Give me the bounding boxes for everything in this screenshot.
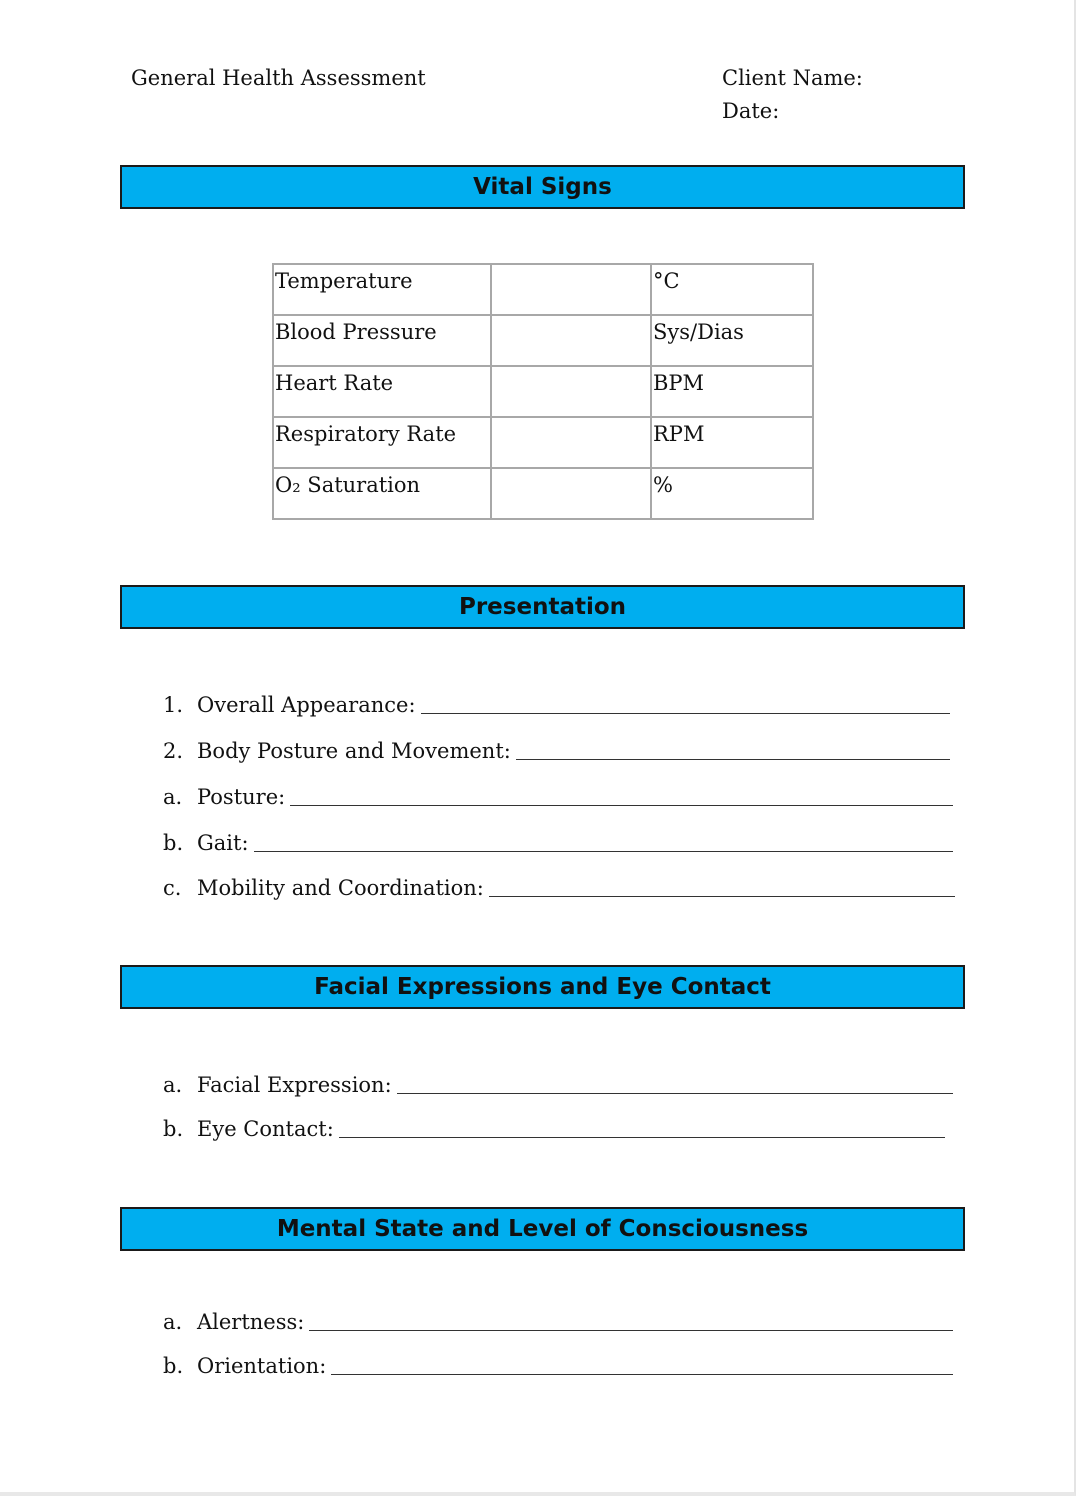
- answer-line[interactable]: [309, 1330, 953, 1331]
- vital-unit: Sys/Dias: [651, 315, 813, 366]
- item-marker: b.: [163, 831, 184, 855]
- vital-label: Respiratory Rate: [273, 417, 491, 468]
- answer-line[interactable]: [331, 1374, 953, 1375]
- date-label: Date:: [722, 99, 780, 123]
- section-header-mental-state: Mental State and Level of Consciousness: [120, 1207, 965, 1251]
- document-title: General Health Assessment: [131, 66, 426, 90]
- vital-label: Heart Rate: [273, 366, 491, 417]
- table-row: [273, 417, 813, 468]
- section-header-facial-expressions: Facial Expressions and Eye Contact: [120, 965, 965, 1009]
- section-header-presentation: Presentation: [120, 585, 965, 629]
- form-item: [163, 1309, 953, 1335]
- vital-unit: BPM: [651, 366, 813, 417]
- item-label: Overall Appearance:: [197, 693, 416, 717]
- item-label: Eye Contact:: [197, 1117, 334, 1141]
- vital-unit: %: [651, 468, 813, 519]
- answer-line[interactable]: [421, 713, 950, 714]
- form-item: [163, 738, 950, 764]
- section-header-vital-signs: Vital Signs: [120, 165, 965, 209]
- item-label: Orientation:: [197, 1354, 327, 1378]
- vital-unit: °C: [651, 264, 813, 315]
- item-label: Body Posture and Movement:: [197, 739, 511, 763]
- vital-label: Blood Pressure: [273, 315, 491, 366]
- form-item: [163, 784, 953, 810]
- item-marker: a.: [163, 1073, 183, 1097]
- answer-line[interactable]: [254, 851, 953, 852]
- vital-value-field[interactable]: [491, 264, 651, 315]
- item-marker: a.: [163, 785, 183, 809]
- form-item: [163, 875, 955, 901]
- answer-line[interactable]: [397, 1093, 953, 1094]
- item-marker: a.: [163, 1310, 183, 1334]
- item-marker: 2.: [163, 739, 184, 763]
- item-marker: 1.: [163, 693, 184, 717]
- vital-value-field[interactable]: [491, 315, 651, 366]
- form-item: [163, 830, 953, 856]
- answer-line[interactable]: [339, 1137, 945, 1138]
- item-label: Facial Expression:: [197, 1073, 392, 1097]
- item-label: Mobility and Coordination:: [197, 876, 484, 900]
- form-item: [163, 692, 950, 718]
- form-item: [163, 1116, 945, 1142]
- item-marker: b.: [163, 1354, 184, 1378]
- item-label: Alertness:: [197, 1310, 305, 1334]
- item-marker: b.: [163, 1117, 184, 1141]
- item-label: Gait:: [197, 831, 249, 855]
- vital-value-field[interactable]: [491, 366, 651, 417]
- vital-signs-table: [272, 263, 814, 520]
- item-marker: c.: [163, 876, 182, 900]
- vital-label: Temperature: [273, 264, 491, 315]
- table-row: [273, 468, 813, 519]
- item-label: Posture:: [197, 785, 286, 809]
- table-row: [273, 366, 813, 417]
- vital-label: O₂ Saturation: [273, 468, 491, 519]
- answer-line[interactable]: [489, 896, 955, 897]
- form-item: [163, 1072, 953, 1098]
- table-row: [273, 315, 813, 366]
- vital-value-field[interactable]: [491, 468, 651, 519]
- table-row: [273, 264, 813, 315]
- answer-line[interactable]: [516, 759, 950, 760]
- vital-unit: RPM: [651, 417, 813, 468]
- answer-line[interactable]: [290, 805, 953, 806]
- form-item: [163, 1353, 953, 1379]
- client-name-label: Client Name:: [722, 66, 863, 90]
- vital-value-field[interactable]: [491, 417, 651, 468]
